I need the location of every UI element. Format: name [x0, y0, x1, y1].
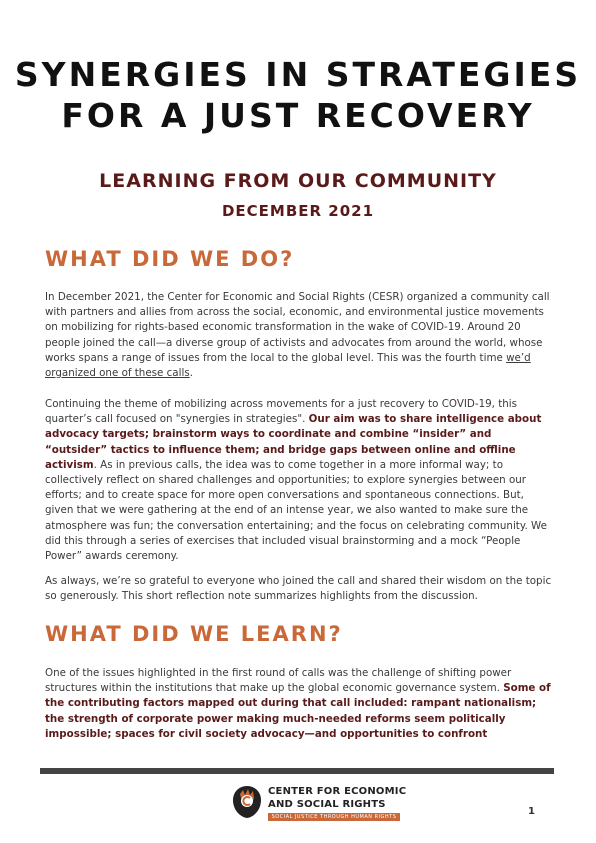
section1-paragraph-2	[45, 397, 553, 564]
section2-paragraph-1	[45, 666, 553, 742]
section1-p2-rest: . As in previous calls, the idea was to come together in a more informal way; to collectively reflect on shared challenges and opportunities; to explore synergies between our efforts; and to create space for more open conversations and spontaneous connections. But, given that we were gathering at the end of an intense year, we also wanted to make sure the atmosphere was fun; the conversation entertaining; and the focus on celebrating community. We did this through a series of exercises that included visual brainstorming and a mock “People Power” awards ceremony.	[45, 458, 547, 563]
logo-line-1: CENTER FOR ECONOMIC	[268, 786, 407, 797]
section1-p2-bold: Our aim was to share intelligence about advocacy targets; brainstorm ways to coordinate and combine “insider” and “outsider” tactics to influence them; and bridge gaps between online and offline activism	[45, 413, 542, 471]
section1-p1-end: .	[189, 367, 193, 380]
page-number: 1	[528, 806, 535, 817]
document-date: DECEMBER 2021	[221, 202, 375, 220]
section1-paragraph-1	[45, 290, 553, 381]
title-line-1: SYNERGIES IN STRATEGIES	[14, 55, 582, 94]
document-subtitle: LEARNING FROM OUR COMMUNITY	[99, 170, 497, 192]
section-heading-what-did-we-learn: WHAT DID WE LEARN?	[45, 622, 343, 646]
section2-p1-bold: Some of the contributing factors mapped out during that call included: rampant nationalism; the strength of corporate power making much-needed reforms seem politically impossible; spaces for civil society advocacy—and opportunities to confront	[45, 682, 551, 740]
section1-p2-intro: Continuing the theme of mobilizing across movements for a just recovery to COVID-19, this quarter’s call focused on "synergies in strategies".	[45, 398, 518, 426]
section1-paragraph-3: As always, we’re so grateful to everyone who joined the call and shared their wisdom on the topic so generously. This short reflection note summarizes highlights from the discussion.	[45, 575, 552, 603]
title-line-2: FOR A JUST RECOVERY	[61, 96, 535, 135]
cesr-logo-icon	[230, 784, 264, 820]
section1-p1-text: In December 2021, the Center for Economic and Social Rights (CESR) organized a community call with partners and allies from across the social, economic, and environmental justice movements on mobilizing for rights-based economic transformation in the wake of COVID-19. Around 20 people joined the call—a diverse group of activists and advocates from around the world, whose works spans a range of issues from the local to the global level. This was the fourth time	[45, 291, 550, 364]
organized-calls-link[interactable]: we’d organized one of these calls	[45, 351, 531, 380]
document-title	[0, 54, 596, 136]
cesr-logo	[230, 784, 407, 824]
logo-line-2: AND SOCIAL RIGHTS	[268, 799, 386, 810]
section-heading-what-did-we-do: WHAT DID WE DO?	[45, 247, 295, 271]
footer-divider	[40, 768, 554, 774]
logo-tagline: SOCIAL JUSTICE THROUGH HUMAN RIGHTS	[268, 813, 400, 821]
section2-p1-intro: One of the issues highlighted in the first round of calls was the challenge of shifting power structures within the institutions that make up the global economic governance system.	[45, 667, 512, 695]
